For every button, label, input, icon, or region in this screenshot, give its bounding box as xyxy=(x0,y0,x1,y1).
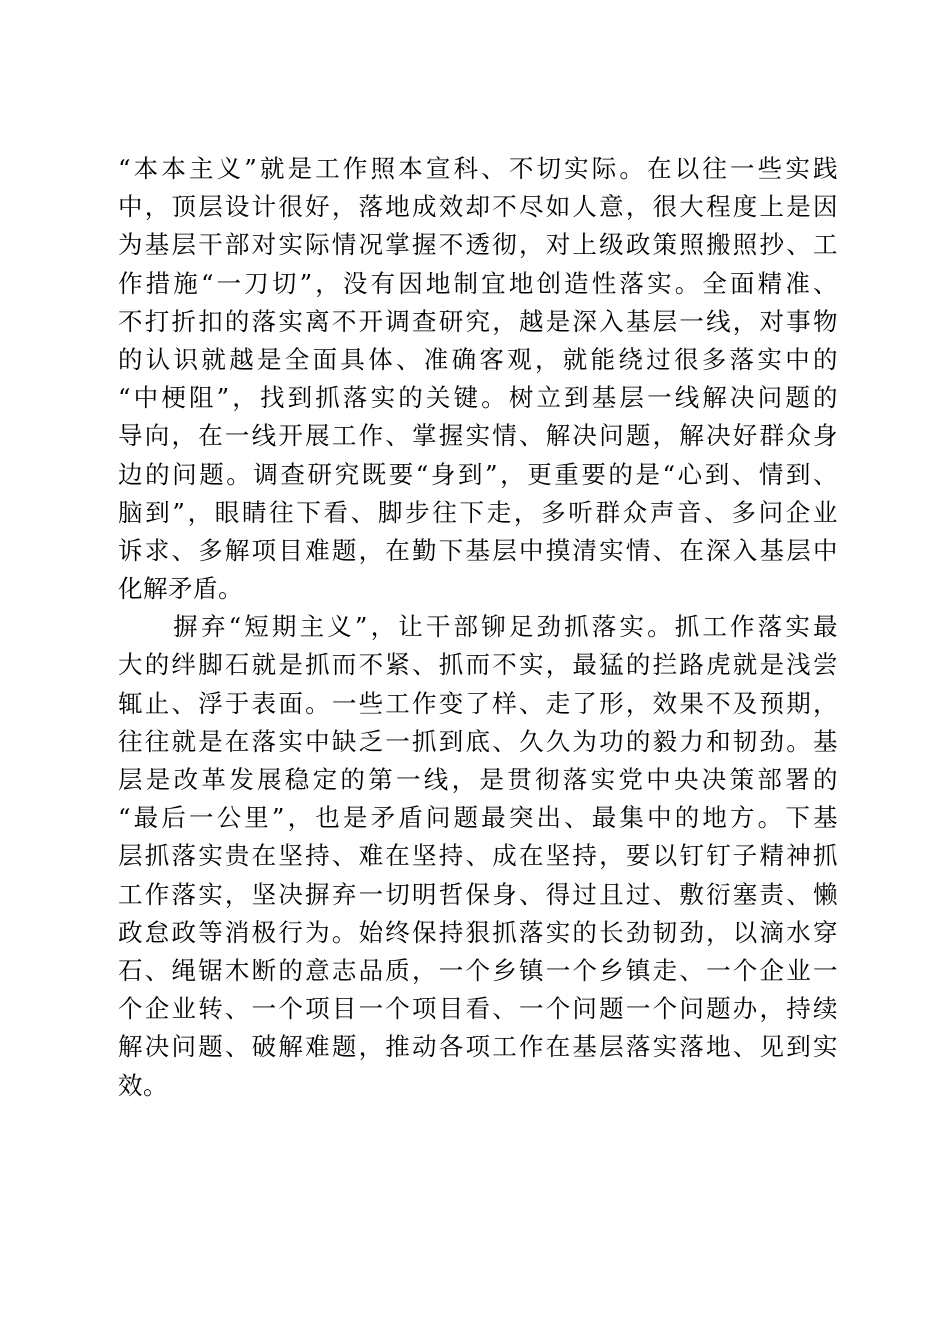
paragraph-1-line: 中，顶层设计很好，落地成效却不尽如人意，很大程度上是因 xyxy=(118,192,838,222)
paragraph-1-line: 导向，在一线开展工作、掌握实情、解决问题，解决好群众身 xyxy=(118,421,838,451)
paragraph-2-line: 个企业转、一个项目一个项目看、一个问题一个问题办，持续 xyxy=(118,994,838,1024)
paragraph-2-line: 层是改革发展稳定的第一线，是贯彻落实党中央决策部署的 xyxy=(118,765,838,794)
paragraph-1-line: “中梗阻”，找到抓落实的关键。树立到基层一线解决问题的 xyxy=(118,383,838,413)
paragraph-2-line: 石、绳锯木断的意志品质，一个乡镇一个乡镇走、一个企业一 xyxy=(118,955,838,985)
paragraph-1-line: 边的问题。调查研究既要“身到”，更重要的是“心到、情到、 xyxy=(118,459,838,489)
paragraph-1-line: “本本主义”就是工作照本宣科、不切实际。在以往一些实践 xyxy=(118,154,838,183)
paragraph-2-line: 辄止、浮于表面。一些工作变了样、走了形，效果不及预期， xyxy=(118,688,838,718)
paragraph-1-line: 不打折扣的落实离不开调查研究，越是深入基层一线，对事物 xyxy=(118,306,838,336)
paragraph-1-line: 化解矛盾。 xyxy=(118,574,243,604)
paragraph-1-line: 脑到”，眼睛往下看、脚步往下走，多听群众声音、多问企业 xyxy=(118,497,838,527)
paragraph-2-line: 解决问题、破解难题，推动各项工作在基层落实落地、见到实 xyxy=(118,1032,838,1062)
paragraph-2-line: 摒弃“短期主义”，让干部铆足劲抓落实。抓工作落实最 xyxy=(118,612,838,642)
paragraph-1-line: 的认识就越是全面具体、准确客观，就能绕过很多落实中的 xyxy=(118,344,838,374)
paragraph-2-line: 往往就是在落实中缺乏一抓到底、久久为功的毅力和韧劲。基 xyxy=(118,726,838,756)
paragraph-2-line: 效。 xyxy=(118,1070,168,1100)
paragraph-2-line: 工作落实，坚决摒弃一切明哲保身、得过且过、敷衍塞责、懒 xyxy=(118,879,838,909)
paragraph-2 xyxy=(118,608,838,1104)
document-body xyxy=(118,150,838,1105)
paragraph-2-line: 政怠政等消极行为。始终保持狠抓落实的长劲韧劲，以滴水穿 xyxy=(118,917,838,947)
paragraph-1-line: 作措施“一刀切”，没有因地制宜地创造性落实。全面精准、 xyxy=(118,268,838,298)
paragraph-1-line: 诉求、多解项目难题，在勤下基层中摸清实情、在深入基层中 xyxy=(118,535,838,565)
paragraph-2-line: 层抓落实贵在坚持、难在坚持、成在坚持，要以钉钉子精神抓 xyxy=(118,841,838,871)
paragraph-2-line: 大的绊脚石就是抓而不紧、抓而不实，最猛的拦路虎就是浅尝 xyxy=(118,650,838,680)
paragraph-1 xyxy=(118,150,838,608)
paragraph-2-line: “最后一公里”，也是矛盾问题最突出、最集中的地方。下基 xyxy=(118,803,838,833)
paragraph-1-line: 为基层干部对实际情况掌握不透彻，对上级政策照搬照抄、工 xyxy=(118,230,838,260)
